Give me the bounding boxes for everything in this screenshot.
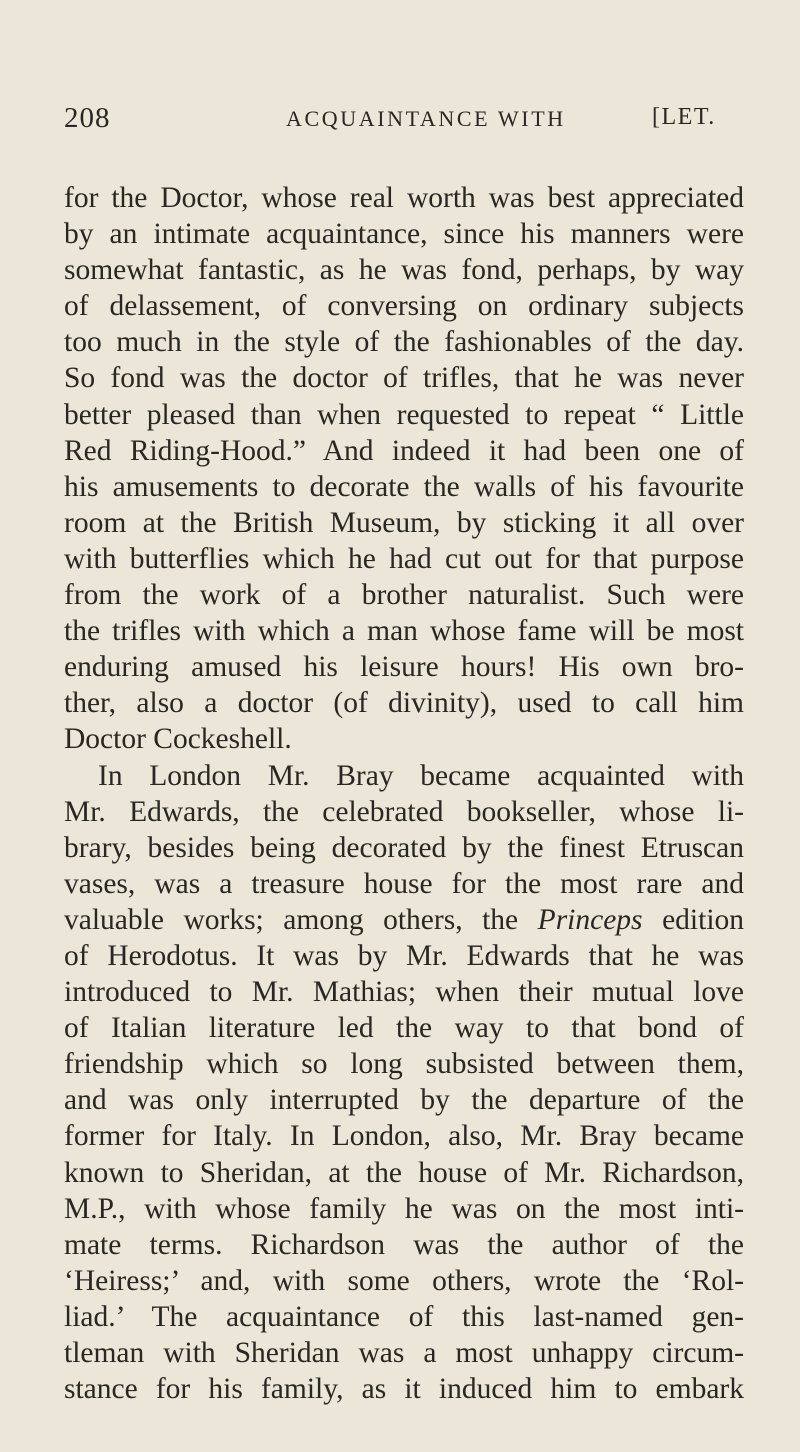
text-line: better pleased than when requested to repeat “ Little <box>64 398 744 431</box>
running-head-letter: [LET. <box>652 104 716 130</box>
text-line-with-italic <box>64 902 744 938</box>
text-line: friendship which so long subsisted between them, <box>64 1048 744 1081</box>
text-line: Doctor Cockeshell. <box>64 723 292 756</box>
text-line: mate terms. Richardson was the author of the <box>64 1228 744 1261</box>
text-line: for the Doctor, whose real worth was best appreciated <box>64 182 744 214</box>
text-line: of Italian literature led the way to that bond of <box>64 1012 744 1045</box>
page-number: 208 <box>64 102 111 134</box>
body-text <box>64 180 744 1407</box>
text-line: ther, also a doctor (of divinity), used to call him <box>64 687 744 720</box>
text-line: Red Riding-Hood.” And indeed it had been one of <box>64 434 744 467</box>
text-line: brary, besides being decorated by the finest Etruscan <box>64 831 744 864</box>
text-segment: edition <box>662 903 744 936</box>
text-line: of delassement, of conversing on ordinary subjects <box>64 290 744 323</box>
text-line: his amusements to decorate the walls of his favourite <box>64 470 744 503</box>
text-line: former for Italy. In London, also, Mr. Bray became <box>64 1120 744 1153</box>
text-line: with butterflies which he had cut out for that purpose <box>64 542 744 575</box>
text-line: from the work of a brother naturalist. Such were <box>64 579 744 612</box>
text-line: too much in the style of the fashionables of the day. <box>64 326 744 359</box>
text-line: liad.’ The acquaintance of this last-named gen- <box>64 1300 744 1333</box>
text-line: of Herodotus. It was by Mr. Edwards that he was <box>64 939 744 972</box>
text-line: and was only interrupted by the departure of the <box>64 1084 744 1117</box>
italic-term: Princeps <box>537 903 643 936</box>
text-line: enduring amused his leisure hours! His own bro- <box>64 651 744 684</box>
text-line: ‘Heiress;’ and, with some others, wrote the ‘Rol- <box>64 1264 744 1297</box>
running-head-title: ACQUAINTANCE WITH <box>286 106 566 131</box>
text-line: known to Sheridan, at the house of Mr. Richardson, <box>64 1156 744 1189</box>
text-line: stance for his family, as it induced him to embark <box>64 1373 744 1406</box>
text-line: Mr. Edwards, the celebrated bookseller, whose li- <box>64 795 744 828</box>
text-line: somewhat fantastic, as he was fond, perhaps, by way <box>64 254 744 287</box>
text-line: vases, was a treasure house for the most rare and <box>64 867 744 900</box>
text-line: the trifles with which a man whose fame will be most <box>64 615 744 648</box>
text-line: So fond was the doctor of trifles, that he was never <box>64 362 744 395</box>
paragraph-first-line: In London Mr. Bray became acquainted with <box>98 759 744 792</box>
text-line: M.P., with whose family he was on the most inti- <box>64 1192 744 1225</box>
running-head <box>0 102 800 142</box>
text-line: by an intimate acquaintance, since his manners were <box>64 218 744 251</box>
text-segment: valuable works; among others, the <box>64 903 519 936</box>
text-line: room at the British Museum, by sticking it all over <box>64 506 744 539</box>
text-line: tleman with Sheridan was a most unhappy circum- <box>64 1337 744 1369</box>
text-line: introduced to Mr. Mathias; when their mutual love <box>64 976 744 1009</box>
